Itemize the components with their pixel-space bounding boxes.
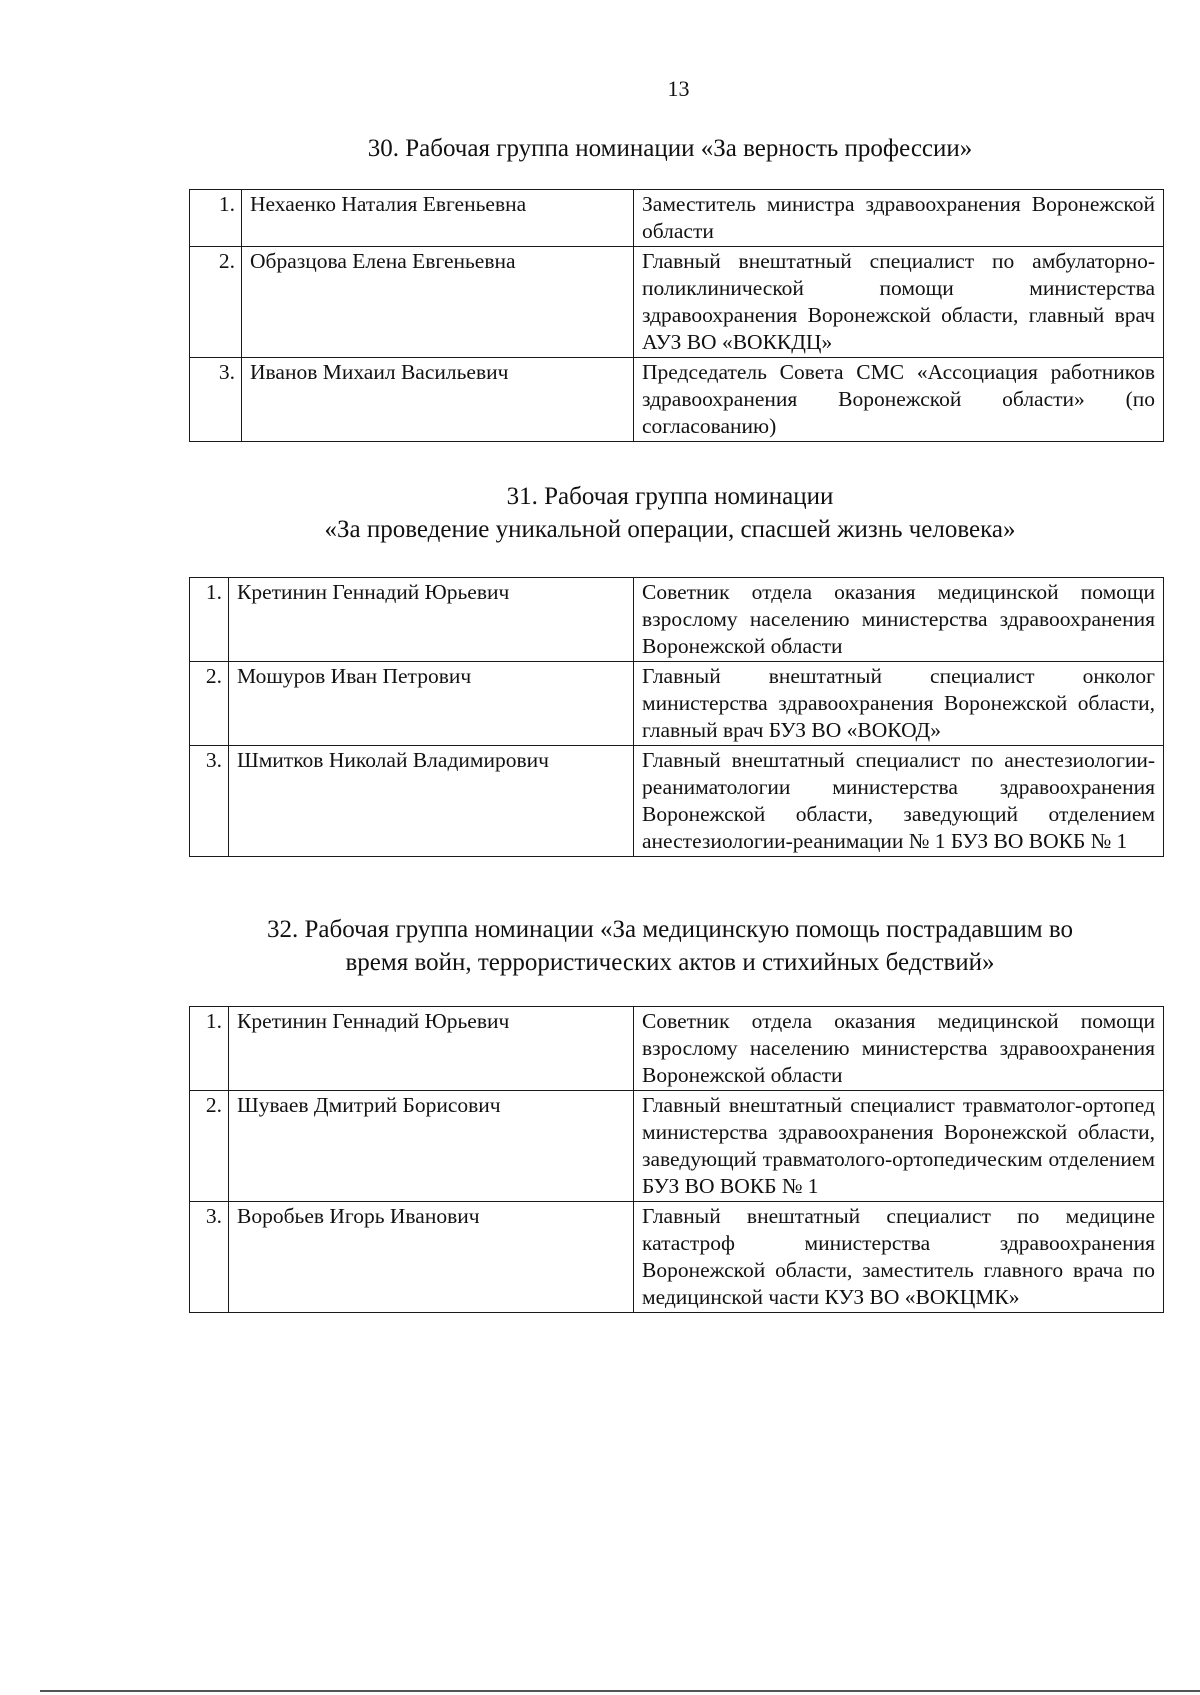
member-position: Главный внештатный специалист по анестезиологии-реаниматологии министерства здравоохранения Воронежской области, заведующий отделением анестезиологии-реанимации № 1 БУЗ ВО ВОКБ № 1 [634, 746, 1164, 857]
row-number: 3. [190, 358, 242, 442]
member-position: Председатель Совета СМС «Ассоциация работников здравоохранения Воронежской области» (по согласованию) [634, 358, 1164, 442]
member-name: Нехаенко Наталия Евгеньевна [242, 190, 634, 247]
section-title-line: «За проведение уникальной операции, спасшей жизнь человека» [324, 516, 1016, 543]
member-position: Главный внештатный специалист травматолог-ортопед министерства здравоохранения Воронежской области, заведующий травматолого-ортопедическим отделением БУЗ ВО ВОКБ № 1 [634, 1091, 1164, 1202]
bottom-divider [40, 1690, 1200, 1692]
section-title-line: 31. Рабочая группа номинации [506, 483, 834, 510]
section-31-table [189, 577, 1164, 857]
section-30-table [189, 189, 1164, 442]
table-row [190, 1007, 1164, 1091]
member-position: Главный внештатный специалист по медицине катастроф министерства здравоохранения Воронежской области, заместитель главного врача по медицинской части КУЗ ВО «ВОКЦМК» [634, 1202, 1164, 1313]
section-title-line: 30. Рабочая группа номинации «За верность профессии» [367, 135, 973, 162]
member-name: Кретинин Геннадий Юрьевич [229, 578, 634, 662]
member-name: Образцова Елена Евгеньевна [242, 247, 634, 358]
section-31-title [160, 480, 1180, 546]
row-number: 3. [190, 746, 229, 857]
section-30-title [160, 132, 1180, 165]
table-row [190, 746, 1164, 857]
member-name: Иванов Михаил Васильевич [242, 358, 634, 442]
table-row [190, 190, 1164, 247]
row-number: 1. [190, 190, 242, 247]
row-number: 2. [190, 662, 229, 746]
table-row [190, 662, 1164, 746]
section-title-line: 32. Рабочая группа номинации «За медицинскую помощь пострадавшим во [267, 916, 1073, 943]
member-position: Главный внештатный специалист онколог министерства здравоохранения Воронежской области, главный врач БУЗ ВО «ВОКОД» [634, 662, 1164, 746]
table-row [190, 578, 1164, 662]
page-number: 13 [667, 76, 690, 101]
member-position: Главный внештатный специалист по амбулаторно-поликлинической помощи министерства здравоохранения Воронежской области, главный врач АУЗ ВО «ВОККДЦ» [634, 247, 1164, 358]
section-32-table [189, 1006, 1164, 1313]
row-number: 1. [190, 578, 229, 662]
member-position: Советник отдела оказания медицинской помощи взрослому населению министерства здравоохранения Воронежской области [634, 1007, 1164, 1091]
table-row [190, 1091, 1164, 1202]
member-position: Заместитель министра здравоохранения Воронежской области [634, 190, 1164, 247]
table-row [190, 358, 1164, 442]
row-number: 2. [190, 1091, 229, 1202]
member-name: Кретинин Геннадий Юрьевич [229, 1007, 634, 1091]
row-number: 1. [190, 1007, 229, 1091]
table-row [190, 247, 1164, 358]
row-number: 2. [190, 247, 242, 358]
section-title-line: время войн, террористических актов и стихийных бедствий» [345, 949, 995, 976]
section-32-title [160, 913, 1180, 979]
member-name: Шмитков Николай Владимирович [229, 746, 634, 857]
member-name: Мошуров Иван Петрович [229, 662, 634, 746]
table-row [190, 1202, 1164, 1313]
row-number: 3. [190, 1202, 229, 1313]
member-name: Шуваев Дмитрий Борисович [229, 1091, 634, 1202]
member-position: Советник отдела оказания медицинской помощи взрослому населению министерства здравоохранения Воронежской области [634, 578, 1164, 662]
member-name: Воробьев Игорь Иванович [229, 1202, 634, 1313]
